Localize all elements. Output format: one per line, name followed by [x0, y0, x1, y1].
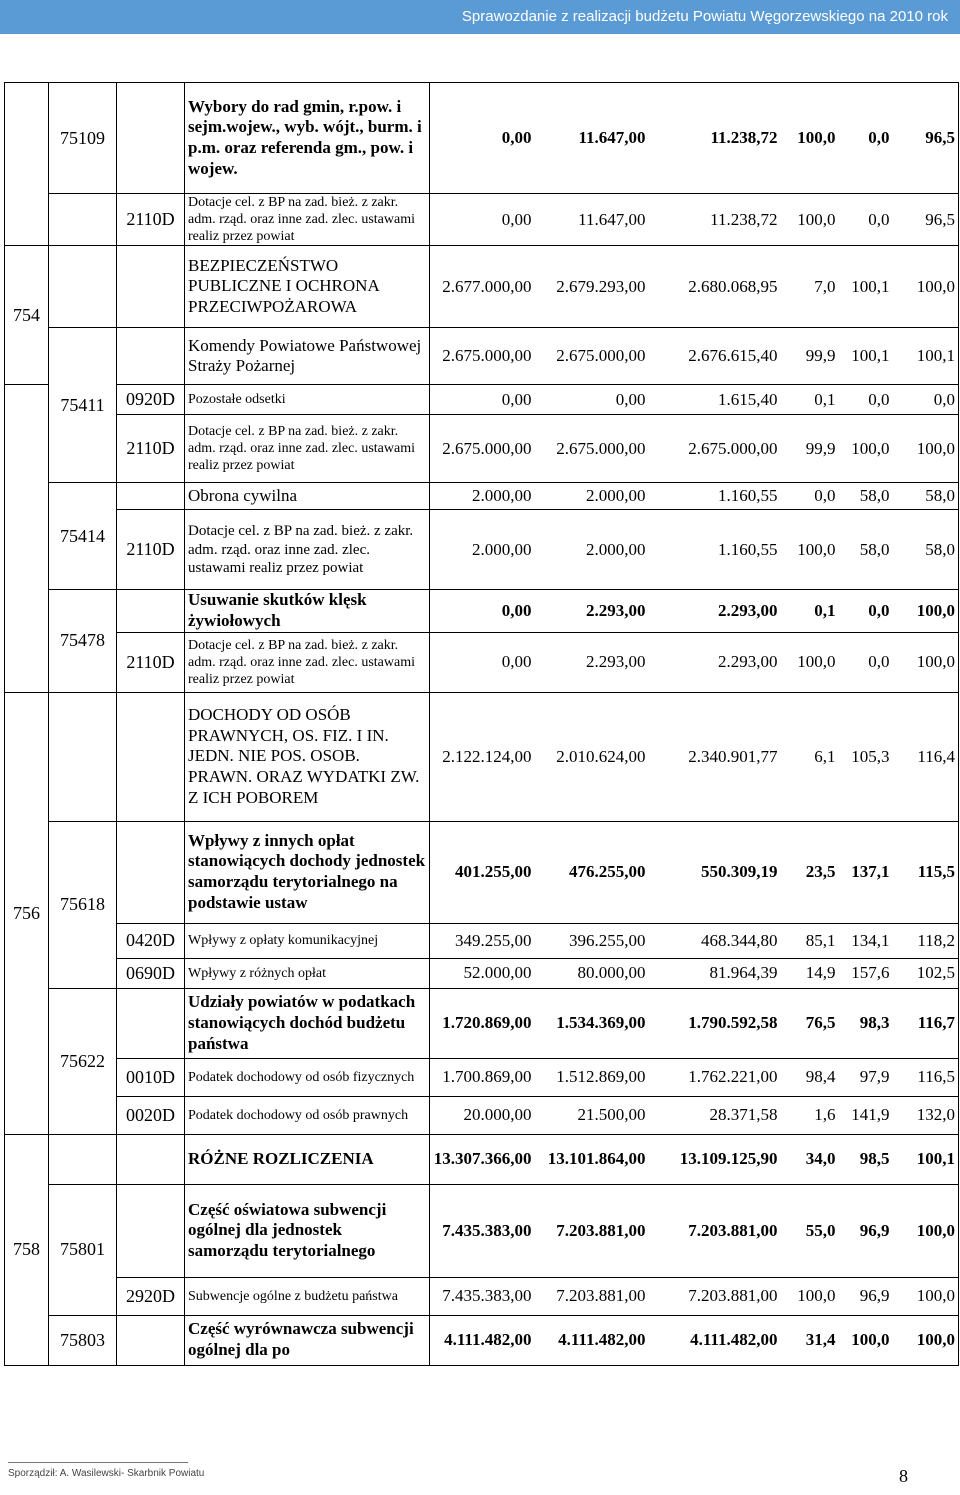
paragraf-cell	[117, 328, 185, 385]
structure-percent: 14,9	[781, 958, 839, 988]
execution-percent-changed: 100,0	[893, 590, 959, 632]
table-row	[5, 328, 959, 385]
table-row	[5, 415, 959, 483]
after-changes-value: 2.000,00	[535, 510, 649, 590]
execution-percent-changed: 116,7	[893, 988, 959, 1058]
execution-percent-changed: 100,0	[893, 1277, 959, 1315]
description-cell: BEZPIECZEŃSTWO PUBLICZNE I OCHRONA PRZECIWPOŻAROWA	[185, 246, 430, 328]
after-changes-value: 2.679.293,00	[535, 246, 649, 328]
structure-percent: 100,0	[781, 194, 839, 246]
dzial-cell: 756	[5, 692, 49, 1134]
paragraf-cell	[117, 988, 185, 1058]
after-changes-value: 2.010.624,00	[535, 692, 649, 821]
paragraf-cell	[117, 246, 185, 328]
dzial-cell	[5, 83, 49, 246]
structure-percent: 0,0	[781, 483, 839, 510]
after-changes-value: 11.647,00	[535, 83, 649, 194]
after-changes-value: 2.675.000,00	[535, 415, 649, 483]
after-changes-value: 1.534.369,00	[535, 988, 649, 1058]
paragraf-cell	[117, 483, 185, 510]
execution-percent-plan: 100,0	[839, 1315, 893, 1365]
execution-percent-plan: 100,1	[839, 328, 893, 385]
dzial-cell: 758	[5, 1134, 49, 1365]
execution-percent-changed: 100,0	[893, 1315, 959, 1365]
description-cell: Wpływy z opłaty komunikacyjnej	[185, 923, 430, 958]
table-row	[5, 510, 959, 590]
after-changes-value: 2.293,00	[535, 632, 649, 692]
plan-value: 2.677.000,00	[430, 246, 535, 328]
executed-value: 7.203.881,00	[649, 1184, 781, 1277]
structure-percent: 100,0	[781, 510, 839, 590]
table-row	[5, 1134, 959, 1184]
structure-percent: 7,0	[781, 246, 839, 328]
footer-rule	[8, 1462, 188, 1463]
execution-percent-changed: 100,0	[893, 1184, 959, 1277]
execution-percent-plan: 157,6	[839, 958, 893, 988]
paragraf-cell: 2110D	[117, 194, 185, 246]
execution-percent-changed: 118,2	[893, 923, 959, 958]
executed-value: 2.680.068,95	[649, 246, 781, 328]
plan-value: 0,00	[430, 194, 535, 246]
description-cell: Dotacje cel. z BP na zad. bież. z zakr. adm. rząd. oraz inne zad. zlec. ustawami realiz przez powiat	[185, 415, 430, 483]
table-row	[5, 1184, 959, 1277]
execution-percent-changed: 100,1	[893, 1134, 959, 1184]
table-row	[5, 1315, 959, 1365]
structure-percent: 55,0	[781, 1184, 839, 1277]
execution-percent-changed: 0,0	[893, 385, 959, 415]
plan-value: 52.000,00	[430, 958, 535, 988]
after-changes-value: 4.111.482,00	[535, 1315, 649, 1365]
header-title: Sprawozdanie z realizacji budżetu Powiatu Węgorzewskiego na 2010 rok	[461, 8, 948, 25]
paragraf-cell	[117, 692, 185, 821]
executed-value: 2.675.000,00	[649, 415, 781, 483]
plan-value: 2.122.124,00	[430, 692, 535, 821]
description-cell: Udziały powiatów w podatkach stanowiących dochód budżetu państwa	[185, 988, 430, 1058]
table-row	[5, 821, 959, 923]
execution-percent-plan: 96,9	[839, 1277, 893, 1315]
plan-value: 2.675.000,00	[430, 328, 535, 385]
dzial-cell	[5, 385, 49, 692]
after-changes-value: 2.293,00	[535, 590, 649, 632]
execution-percent-changed: 100,0	[893, 632, 959, 692]
execution-percent-plan: 0,0	[839, 590, 893, 632]
structure-percent: 100,0	[781, 83, 839, 194]
execution-percent-changed: 96,5	[893, 194, 959, 246]
execution-percent-plan: 98,5	[839, 1134, 893, 1184]
rozdzial-cell: 75411	[49, 328, 117, 483]
paragraf-cell: 0690D	[117, 958, 185, 988]
executed-value: 2.293,00	[649, 632, 781, 692]
after-changes-value: 396.255,00	[535, 923, 649, 958]
execution-percent-plan: 105,3	[839, 692, 893, 821]
after-changes-value: 21.500,00	[535, 1096, 649, 1134]
structure-percent: 98,4	[781, 1058, 839, 1096]
description-cell: Subwencje ogólne z budżetu państwa	[185, 1277, 430, 1315]
executed-value: 1.790.592,58	[649, 988, 781, 1058]
execution-percent-plan: 98,3	[839, 988, 893, 1058]
execution-percent-plan: 0,0	[839, 83, 893, 194]
after-changes-value: 0,00	[535, 385, 649, 415]
table-row	[5, 1096, 959, 1134]
table-row	[5, 385, 959, 415]
description-cell: Obrona cywilna	[185, 483, 430, 510]
executed-value: 11.238,72	[649, 83, 781, 194]
after-changes-value: 80.000,00	[535, 958, 649, 988]
execution-percent-plan: 0,0	[839, 194, 893, 246]
description-cell: Pozostałe odsetki	[185, 385, 430, 415]
plan-value: 13.307.366,00	[430, 1134, 535, 1184]
after-changes-value: 476.255,00	[535, 821, 649, 923]
execution-percent-changed: 100,0	[893, 246, 959, 328]
executed-value: 2.340.901,77	[649, 692, 781, 821]
plan-value: 7.435.383,00	[430, 1184, 535, 1277]
execution-percent-plan: 100,1	[839, 246, 893, 328]
structure-percent: 99,9	[781, 415, 839, 483]
paragraf-cell	[117, 1134, 185, 1184]
plan-value: 1.720.869,00	[430, 988, 535, 1058]
structure-percent: 100,0	[781, 1277, 839, 1315]
after-changes-value: 2.000,00	[535, 483, 649, 510]
rozdzial-cell: 75618	[49, 821, 117, 988]
paragraf-cell: 2110D	[117, 415, 185, 483]
after-changes-value: 7.203.881,00	[535, 1184, 649, 1277]
plan-value: 0,00	[430, 83, 535, 194]
execution-percent-plan: 58,0	[839, 510, 893, 590]
table-row	[5, 988, 959, 1058]
description-cell: Podatek dochodowy od osób fizycznych	[185, 1058, 430, 1096]
executed-value: 1.160,55	[649, 510, 781, 590]
table-row	[5, 692, 959, 821]
description-cell: Dotacje cel. z BP na zad. bież. z zakr. adm. rząd. oraz inne zad. zlec. ustawami realiz przez powiat	[185, 632, 430, 692]
description-cell: Wpływy z innych opłat stanowiących dochody jednostek samorządu terytorialnego na podstawie ustaw	[185, 821, 430, 923]
rozdzial-cell: 75622	[49, 988, 117, 1134]
rozdzial-cell	[49, 194, 117, 246]
structure-percent: 85,1	[781, 923, 839, 958]
paragraf-cell	[117, 1184, 185, 1277]
execution-percent-changed: 116,5	[893, 1058, 959, 1096]
description-cell: Wpływy z różnych opłat	[185, 958, 430, 988]
execution-percent-plan: 96,9	[839, 1184, 893, 1277]
executed-value: 550.309,19	[649, 821, 781, 923]
plan-value: 7.435.383,00	[430, 1277, 535, 1315]
plan-value: 0,00	[430, 590, 535, 632]
plan-value: 1.700.869,00	[430, 1058, 535, 1096]
plan-value: 349.255,00	[430, 923, 535, 958]
table-row	[5, 1058, 959, 1096]
description-cell: Usuwanie skutków klęsk żywiołowych	[185, 590, 430, 632]
after-changes-value: 1.512.869,00	[535, 1058, 649, 1096]
description-cell: RÓŻNE ROZLICZENIA	[185, 1134, 430, 1184]
description-cell: Dotacje cel. z BP na zad. bież. z zakr. adm. rząd. oraz inne zad. zlec. ustawami realiz przez powiat	[185, 194, 430, 246]
plan-value: 20.000,00	[430, 1096, 535, 1134]
executed-value: 28.371,58	[649, 1096, 781, 1134]
structure-percent: 1,6	[781, 1096, 839, 1134]
description-cell: Część oświatowa subwencji ogólnej dla jednostek samorządu terytorialnego	[185, 1184, 430, 1277]
table-row	[5, 958, 959, 988]
rozdzial-cell: 75801	[49, 1184, 117, 1315]
budget-table	[4, 82, 959, 1366]
executed-value: 11.238,72	[649, 194, 781, 246]
execution-percent-plan: 137,1	[839, 821, 893, 923]
paragraf-cell: 0920D	[117, 385, 185, 415]
rozdzial-cell	[49, 1134, 117, 1184]
paragraf-cell: 0010D	[117, 1058, 185, 1096]
structure-percent: 23,5	[781, 821, 839, 923]
rozdzial-cell: 75803	[49, 1315, 117, 1365]
plan-value: 2.000,00	[430, 483, 535, 510]
description-cell: Wybory do rad gmin, r.pow. i sejm.wojew., wyb. wójt., burm. i p.m. oraz referenda gm., pow. i wojew.	[185, 83, 430, 194]
paragraf-cell: 0420D	[117, 923, 185, 958]
execution-percent-plan: 134,1	[839, 923, 893, 958]
description-cell: Część wyrównawcza subwencji ogólnej dla po	[185, 1315, 430, 1365]
executed-value: 1.160,55	[649, 483, 781, 510]
execution-percent-plan: 0,0	[839, 385, 893, 415]
rozdzial-cell	[49, 246, 117, 328]
paragraf-cell: 2110D	[117, 632, 185, 692]
execution-percent-changed: 100,1	[893, 328, 959, 385]
execution-percent-changed: 96,5	[893, 83, 959, 194]
executed-value: 13.109.125,90	[649, 1134, 781, 1184]
table-row	[5, 1277, 959, 1315]
execution-percent-changed: 116,4	[893, 692, 959, 821]
structure-percent: 0,1	[781, 590, 839, 632]
plan-value: 0,00	[430, 385, 535, 415]
description-cell: Podatek dochodowy od osób prawnych	[185, 1096, 430, 1134]
dzial-cell: 754	[5, 246, 49, 385]
execution-percent-changed: 102,5	[893, 958, 959, 988]
structure-percent: 76,5	[781, 988, 839, 1058]
executed-value: 2.293,00	[649, 590, 781, 632]
table-row	[5, 590, 959, 632]
executed-value: 4.111.482,00	[649, 1315, 781, 1365]
executed-value: 1.762.221,00	[649, 1058, 781, 1096]
page-number: 8	[899, 1466, 908, 1486]
structure-percent: 34,0	[781, 1134, 839, 1184]
execution-percent-changed: 132,0	[893, 1096, 959, 1134]
structure-percent: 31,4	[781, 1315, 839, 1365]
paragraf-cell	[117, 83, 185, 194]
executed-value: 7.203.881,00	[649, 1277, 781, 1315]
executed-value: 1.615,40	[649, 385, 781, 415]
executed-value: 2.676.615,40	[649, 328, 781, 385]
header-bar	[0, 0, 960, 34]
table-row	[5, 246, 959, 328]
after-changes-value: 11.647,00	[535, 194, 649, 246]
paragraf-cell	[117, 821, 185, 923]
rozdzial-cell: 75414	[49, 483, 117, 590]
execution-percent-changed: 115,5	[893, 821, 959, 923]
execution-percent-plan: 100,0	[839, 415, 893, 483]
plan-value: 2.000,00	[430, 510, 535, 590]
table-row	[5, 83, 959, 194]
executed-value: 81.964,39	[649, 958, 781, 988]
description-cell: Dotacje cel. z BP na zad. bież. z zakr. adm. rząd. oraz inne zad. zlec. ustawami realiz przez powiat	[185, 510, 430, 590]
after-changes-value: 7.203.881,00	[535, 1277, 649, 1315]
plan-value: 0,00	[430, 632, 535, 692]
paragraf-cell: 2920D	[117, 1277, 185, 1315]
executed-value: 468.344,80	[649, 923, 781, 958]
rozdzial-cell: 75478	[49, 590, 117, 692]
execution-percent-plan: 0,0	[839, 632, 893, 692]
paragraf-cell: 0020D	[117, 1096, 185, 1134]
execution-percent-changed: 58,0	[893, 483, 959, 510]
execution-percent-plan: 141,9	[839, 1096, 893, 1134]
table-row	[5, 483, 959, 510]
description-cell: DOCHODY OD OSÓB PRAWNYCH, OS. FIZ. I IN. JEDN. NIE POS. OSOB. PRAWN. ORAZ WYDATKI ZW. Z ICH POBOREM	[185, 692, 430, 821]
paragraf-cell: 2110D	[117, 510, 185, 590]
execution-percent-changed: 58,0	[893, 510, 959, 590]
after-changes-value: 13.101.864,00	[535, 1134, 649, 1184]
structure-percent: 0,1	[781, 385, 839, 415]
execution-percent-plan: 97,9	[839, 1058, 893, 1096]
rozdzial-cell: 75109	[49, 83, 117, 194]
description-cell: Komendy Powiatowe Państwowej Straży Pożarnej	[185, 328, 430, 385]
structure-percent: 99,9	[781, 328, 839, 385]
structure-percent: 100,0	[781, 632, 839, 692]
structure-percent: 6,1	[781, 692, 839, 821]
paragraf-cell	[117, 1315, 185, 1365]
footer-author: Sporządził: A. Wasilewski- Skarbnik Powiatu	[8, 1468, 205, 1479]
table-row	[5, 923, 959, 958]
plan-value: 2.675.000,00	[430, 415, 535, 483]
after-changes-value: 2.675.000,00	[535, 328, 649, 385]
execution-percent-plan: 58,0	[839, 483, 893, 510]
execution-percent-changed: 100,0	[893, 415, 959, 483]
plan-value: 4.111.482,00	[430, 1315, 535, 1365]
paragraf-cell	[117, 590, 185, 632]
table-row	[5, 194, 959, 246]
table-row	[5, 632, 959, 692]
rozdzial-cell	[49, 692, 117, 821]
plan-value: 401.255,00	[430, 821, 535, 923]
